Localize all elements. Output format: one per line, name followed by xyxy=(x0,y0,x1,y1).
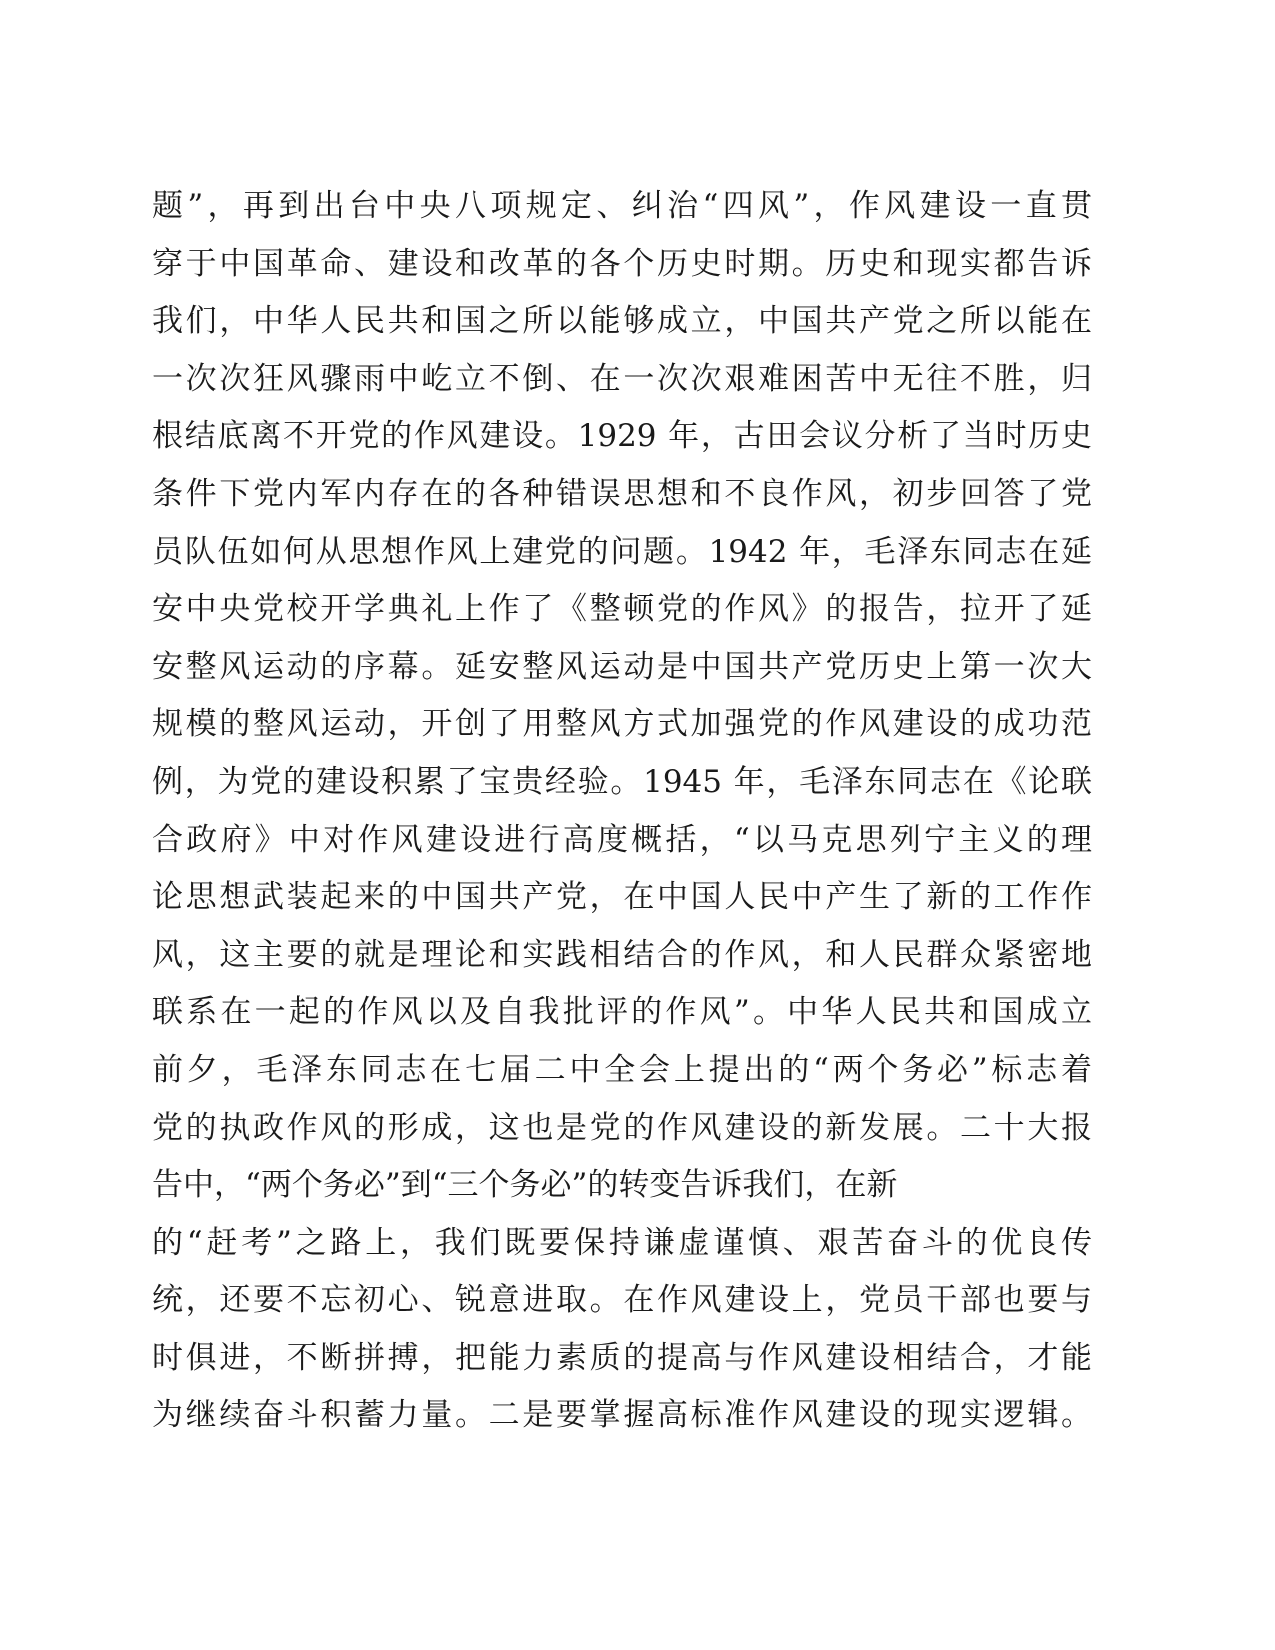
text-line: 一次次狂风骤雨中屹立不倒、在一次次艰难困苦中无往不胜，归 xyxy=(152,360,1092,397)
text-line: 联系在一起的作风以及自我批评的作风”。中华人民共和国成立 xyxy=(152,994,1092,1031)
text-line: 统，还要不忘初心、锐意进取。在作风建设上，党员干部也要与 xyxy=(152,1282,1092,1319)
text-line: 例，为党的建设积累了宝贵经验。1945 年，毛泽东同志在《论联 xyxy=(152,763,1092,800)
text-line: 合政府》中对作风建设进行高度概括，“以马克思列宁主义的理 xyxy=(152,821,1092,858)
text-line: 告中，“两个务必”到“三个务必”的转变告诉我们，在新 xyxy=(152,1167,898,1204)
text-line: 我们，中华人民共和国之所以能够成立，中国共产党之所以能在 xyxy=(152,303,1092,340)
text-line: 条件下党内军内存在的各种错误思想和不良作风，初步回答了党 xyxy=(152,475,1092,512)
text-line: 前夕，毛泽东同志在七届二中全会上提出的“两个务必”标志着 xyxy=(152,1051,1092,1088)
text-line: 风，这主要的就是理论和实践相结合的作风，和人民群众紧密地 xyxy=(152,936,1092,973)
text-line: 为继续奋斗积蓄力量。二是要掌握高标准作风建设的现实逻辑。 xyxy=(152,1397,1092,1434)
text-line: 穿于中国革命、建设和改革的各个历史时期。历史和现实都告诉 xyxy=(152,245,1092,282)
text-line: 论思想武装起来的中国共产党，在中国人民中产生了新的工作作 xyxy=(152,879,1092,916)
text-line: 党的执政作风的形成，这也是党的作风建设的新发展。二十大报 xyxy=(152,1109,1092,1146)
text-line: 规模的整风运动，开创了用整风方式加强党的作风建设的成功范 xyxy=(152,706,1092,743)
text-line: 题”，再到出台中央八项规定、纠治“四风”，作风建设一直贯 xyxy=(152,188,1092,224)
text-line: 员队伍如何从思想作风上建党的问题。1942 年，毛泽东同志在延 xyxy=(152,533,1092,570)
text-line: 时俱进，不断拼搏，把能力素质的提高与作风建设相结合，才能 xyxy=(152,1339,1092,1376)
text-line: 安中央党校开学典礼上作了《整顿党的作风》的报告，拉开了延 xyxy=(152,591,1092,628)
body-paragraph xyxy=(152,178,1092,1445)
text-line: 根结底离不开党的作风建设。1929 年，古田会议分析了当时历史 xyxy=(152,418,1092,455)
text-line: 的“赶考”之路上，我们既要保持谦虚谨慎、艰苦奋斗的优良传 xyxy=(152,1224,1092,1261)
text-line: 安整风运动的序幕。延安整风运动是中国共产党历史上第一次大 xyxy=(152,648,1092,685)
